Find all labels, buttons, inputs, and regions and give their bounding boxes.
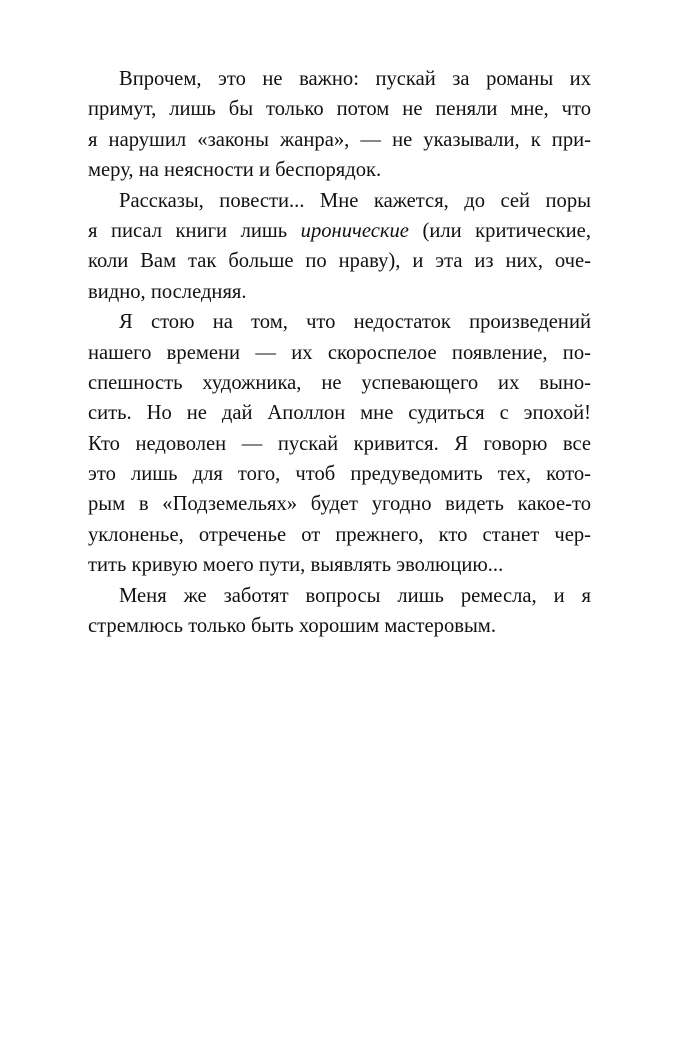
- text-line: Рассказы, повести... Мне кажется, до сей поры: [119, 189, 591, 212]
- italic-word: иронические: [300, 219, 409, 242]
- text-line: Я стою на том, что недостаток произведений: [119, 311, 591, 334]
- text-line: стремлюсь только быть хорошим мастеровым.: [88, 615, 496, 638]
- paragraph: [88, 581, 591, 642]
- text-line: примут, лишь бы только потом не пеняли мне, что: [88, 98, 591, 121]
- text-line: коли Вам так больше по нраву), и эта из них, оче-: [88, 250, 591, 273]
- text-line: тить кривую моего пути, выявлять эволюцию...: [88, 554, 504, 577]
- text-line: сить. Но не дай Аполлон мне судиться с эпохой!: [88, 402, 591, 425]
- text-line: Меня же заботят вопросы лишь ремесла, и я: [119, 584, 591, 607]
- text-line: меру, на неясности и беспорядок.: [88, 159, 382, 182]
- text-line: уклоненье, отреченье от прежнего, кто станет чер-: [88, 523, 591, 546]
- text-line: я писал книги лишь иронические (или критические,: [88, 219, 591, 242]
- text-line: Кто недоволен — пускай кривится. Я говорю все: [88, 432, 591, 455]
- text-line: спешность художника, не успевающего их выно-: [88, 371, 591, 394]
- paragraph: [88, 186, 591, 308]
- text-line: Впрочем, это не важно: пускай за романы их: [119, 68, 591, 90]
- paragraph: [88, 64, 591, 186]
- text-line: я нарушил «законы жанра», — не указывали, к при-: [88, 128, 591, 151]
- text-line: видно, последняя.: [88, 280, 247, 303]
- text-line: это лишь для того, чтоб предуведомить тех, кото-: [88, 463, 591, 486]
- body-text: [88, 64, 591, 641]
- paragraph: [88, 307, 591, 581]
- text-line: рым в «Подземельях» будет угодно видеть какое-то: [88, 493, 591, 516]
- text-line: нашего времени — их скороспелое появление, по-: [88, 341, 591, 364]
